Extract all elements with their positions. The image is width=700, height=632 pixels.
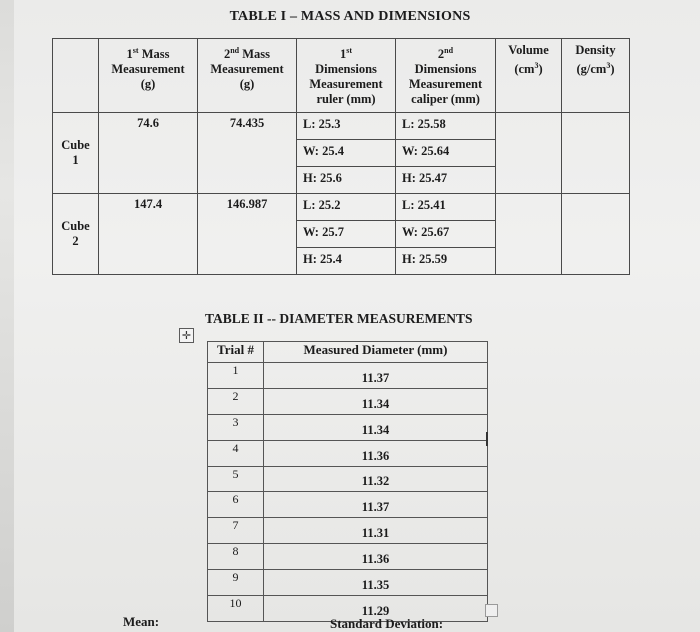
header-trial: Trial # xyxy=(208,342,264,363)
cube2-volume[interactable] xyxy=(496,194,562,275)
table2-header-row xyxy=(208,342,488,363)
trial-number: 3 xyxy=(208,414,264,440)
diameter-value: 11.29 xyxy=(264,596,488,622)
diameter-value: 11.37 xyxy=(264,363,488,389)
cube2-dim2-width: W: 25.67 xyxy=(396,221,496,248)
header-volume: Volume $(cm^3)$ xyxy=(496,39,562,113)
table-row xyxy=(53,113,630,140)
trial-number: 6 xyxy=(208,492,264,518)
table-row xyxy=(208,388,488,414)
table-move-handle-icon[interactable]: ✛ xyxy=(179,328,194,343)
trial-number: 4 xyxy=(208,440,264,466)
mean-label: Mean: xyxy=(123,614,160,629)
table-row xyxy=(208,466,488,492)
cube2-dim1-height: H: 25.4 xyxy=(297,248,396,275)
diameter-value: 11.35 xyxy=(264,570,488,596)
header-mass1: 1st Mass Measurement (g) xyxy=(99,39,198,113)
cube2-mass2: 146.987 xyxy=(198,194,297,275)
trial-number: 9 xyxy=(208,570,264,596)
diameter-value: 11.32 xyxy=(264,466,488,492)
table1-title: TABLE I – MASS AND DIMENSIONS xyxy=(229,9,471,24)
cube1-density[interactable] xyxy=(562,113,630,194)
row-label-cube2: Cube 2 xyxy=(53,194,99,275)
trial-number: 7 xyxy=(208,518,264,544)
trial-number: 5 xyxy=(208,466,264,492)
table-row xyxy=(208,570,488,596)
header-density: Density $(g/cm^3)$ xyxy=(562,39,630,113)
header-dim2: 2nd Dimensions Measurement caliper (mm) xyxy=(396,39,496,113)
cube1-dim1-length: L: 25.3 xyxy=(297,113,396,140)
diameter-value: 11.37 xyxy=(264,492,488,518)
trial-number: 2 xyxy=(208,388,264,414)
table-resize-handle[interactable] xyxy=(485,604,498,617)
cube1-mass1: 74.6 xyxy=(99,113,198,194)
cube1-dim1-width: W: 25.4 xyxy=(297,140,396,167)
table-row xyxy=(208,363,488,389)
mass-dimensions-table xyxy=(52,38,630,275)
cube2-dim1-width: W: 25.7 xyxy=(297,221,396,248)
cube1-dim2-height: H: 25.47 xyxy=(396,167,496,194)
cube1-dim1-height: H: 25.6 xyxy=(297,167,396,194)
header-diameter: Measured Diameter (mm) xyxy=(264,342,488,363)
trial-number: 10 xyxy=(208,596,264,622)
trial-number: 8 xyxy=(208,544,264,570)
cube2-dim2-height: H: 25.59 xyxy=(396,248,496,275)
table-border-marker xyxy=(486,432,488,446)
table-row xyxy=(53,194,630,221)
corner-cell xyxy=(53,39,99,113)
header-dim1: 1st Dimensions Measurement ruler (mm) xyxy=(297,39,396,113)
table-row xyxy=(208,518,488,544)
row-label-cube1: Cube 1 xyxy=(53,113,99,194)
diameter-value: 11.36 xyxy=(264,544,488,570)
table-row xyxy=(208,414,488,440)
diameter-table xyxy=(207,341,488,622)
standard-deviation-label: Standard Deviation: xyxy=(330,616,444,631)
cube2-density[interactable] xyxy=(562,194,630,275)
cube1-dim2-length: L: 25.58 xyxy=(396,113,496,140)
table-row xyxy=(208,440,488,466)
table-row xyxy=(208,492,488,518)
trial-number: 1 xyxy=(208,363,264,389)
cube1-volume[interactable] xyxy=(496,113,562,194)
diameter-value: 11.34 xyxy=(264,388,488,414)
diameter-value: 11.34 xyxy=(264,414,488,440)
cube1-mass2: 74.435 xyxy=(198,113,297,194)
header-mass2: 2nd Mass Measurement (g) xyxy=(198,39,297,113)
cube2-dim1-length: L: 25.2 xyxy=(297,194,396,221)
cube2-dim2-length: L: 25.41 xyxy=(396,194,496,221)
cube2-mass1: 147.4 xyxy=(99,194,198,275)
table1-header-row xyxy=(53,39,630,113)
table2-title: TABLE II -- DIAMETER MEASUREMENTS xyxy=(205,311,473,326)
diameter-value: 11.31 xyxy=(264,518,488,544)
diameter-value: 11.36 xyxy=(264,440,488,466)
cube1-dim2-width: W: 25.64 xyxy=(396,140,496,167)
table-row xyxy=(208,544,488,570)
